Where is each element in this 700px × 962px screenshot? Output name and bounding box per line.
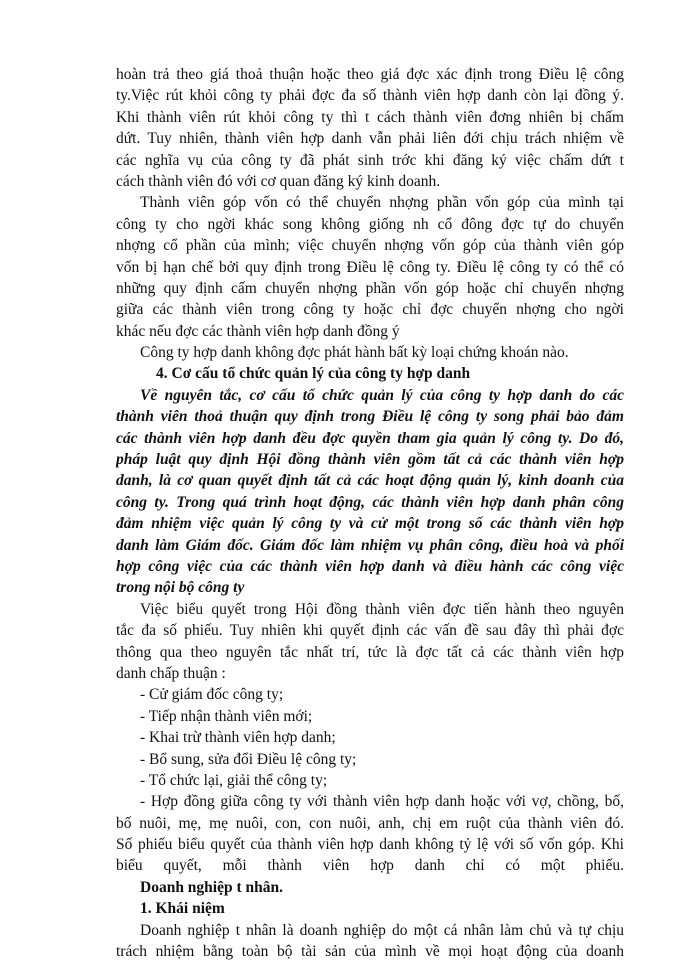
- document-page: [116, 64, 624, 962]
- text-line: Số phiếu biểu quyết của thành viên hợp danh không tỷ lệ với số vốn góp. Khi: [116, 836, 624, 854]
- text-line: giữa các thành viên trong công ty hoặc chỉ đợc chuyển nhợng cho ngời: [116, 301, 624, 319]
- text-line: Việc biểu quyết trong Hội đồng thành viên đợc tiến hành theo nguyên: [140, 600, 624, 618]
- text-line: thành viên thoả thuận quy định trong Điều lệ công ty song phải bảo đảm: [116, 408, 624, 426]
- text-line: Khi thành viên rút khỏi công ty thì t cách thành viên đơng nhiên bị chấm: [116, 108, 624, 126]
- text-line: các thành viên hợp danh đều đợc quyền tham gia quản lý công ty. Do đó,: [116, 429, 624, 447]
- text-line: đảm nhiệm việc quản lý công ty và cử một trong số các thành viên hợp: [116, 515, 624, 533]
- section-heading: 4. Cơ cấu tổ chức quản lý của công ty hợp danh: [156, 365, 471, 383]
- text-line: biểu quyết, mỗi thành viên hợp danh chỉ có một phiếu.: [116, 857, 624, 875]
- text-line: bố nuôi, mẹ, mẹ nuôi, con, con nuôi, anh, chị em ruột của thành viên đó.: [116, 814, 624, 832]
- text-line: các nghĩa vụ của công ty đã phát sinh trớc khi đăng ký việc chấm dứt t: [116, 151, 624, 169]
- list-item: - Tiếp nhận thành viên mới;: [140, 707, 313, 725]
- list-item: - Cử giám đốc công ty;: [140, 686, 284, 704]
- text-line: vốn bị hạn chế bởi quy định trong Điều lệ công ty. Điều lệ công ty có thể có: [116, 258, 624, 276]
- text-line: trách nhiệm bằng toàn bộ tài sản của mình về mọi hoạt động của doanh: [116, 943, 624, 961]
- list-item: - Bổ sung, sửa đổi Điều lệ công ty;: [140, 750, 357, 768]
- text-line: những quy định cấm chuyển nhợng phần vốn góp hoặc chỉ chuyển nhợng: [116, 279, 624, 297]
- text-line: tắc đa số phiếu. Tuy nhiên khi quyết định các vấn đề sau đây thì phải đợc: [116, 622, 624, 640]
- text-line: danh chấp thuận :: [116, 664, 226, 682]
- text-line: khác nếu đợc các thành viên hợp danh đồng ý: [116, 322, 400, 340]
- text-line: Về nguyên tắc, cơ cấu tổ chức quản lý của công ty hợp danh do các: [140, 386, 624, 404]
- text-line: pháp luật quy định Hội đồng thành viên gồm tất cả các thành viên hợp: [116, 451, 624, 469]
- list-item: - Khai trừ thành viên hợp danh;: [140, 729, 336, 747]
- text-line: hoàn trả theo giá thoả thuận hoặc theo giá đợc xác định trong Điều lệ công: [116, 66, 624, 83]
- text-line: dứt. Tuy nhiên, thành viên hợp danh vẫn phải liên đới chịu trách nhiệm về: [116, 130, 624, 148]
- text-line: thông qua theo nguyên tắc nhất trí, tức là đợc tất cả các thành viên hợp: [116, 643, 624, 661]
- text-line: Công ty hợp danh không đợc phát hành bất kỳ loại chứng khoán nào.: [140, 344, 569, 362]
- text-line: danh làm Giám đốc. Giám đốc làm nhiệm vụ phân công, điều hoà và phối: [116, 536, 624, 554]
- text-line: nhợng cổ phần của mình; việc chuyển nhợng vốn góp của thành viên góp: [116, 237, 624, 255]
- text-line: - Hợp đồng giữa công ty với thành viên hợp danh hoặc với vợ, chồng, bố,: [140, 793, 624, 811]
- text-line: Doanh nghiệp t nhân là doanh nghiệp do một cá nhân làm chủ và tự chịu: [140, 921, 624, 939]
- subsection-heading: 1. Khái niệm: [140, 900, 225, 918]
- text-line: ty.Việc rút khỏi công ty phải đợc đa số thành viên hợp danh còn lại đồng ý.: [116, 87, 624, 105]
- text-line: danh, là cơ quan quyết định tất cả các hoạt động quản lý, kinh doanh của: [116, 472, 624, 490]
- text-line: cách thành viên đó với cơ quan đăng ký kinh doanh.: [116, 172, 441, 190]
- section-heading: Doanh nghiệp t nhân.: [140, 878, 284, 896]
- text-line: trong nội bộ công ty: [116, 579, 245, 597]
- list-item: - Tổ chức lại, giải thể công ty;: [140, 771, 328, 789]
- text-line: hợp công việc của các thành viên hợp danh và điều hành các công việc: [116, 557, 624, 575]
- text-line: Thành viên góp vốn có thể chuyển nhợng phần vốn góp của mình tại: [140, 194, 624, 212]
- text-line: công ty cho ngời khác song không giống nh cổ đông đợc tự do chuyển: [116, 215, 624, 233]
- text-line: công ty. Trong quá trình hoạt động, các thành viên hợp danh phân công: [116, 493, 624, 511]
